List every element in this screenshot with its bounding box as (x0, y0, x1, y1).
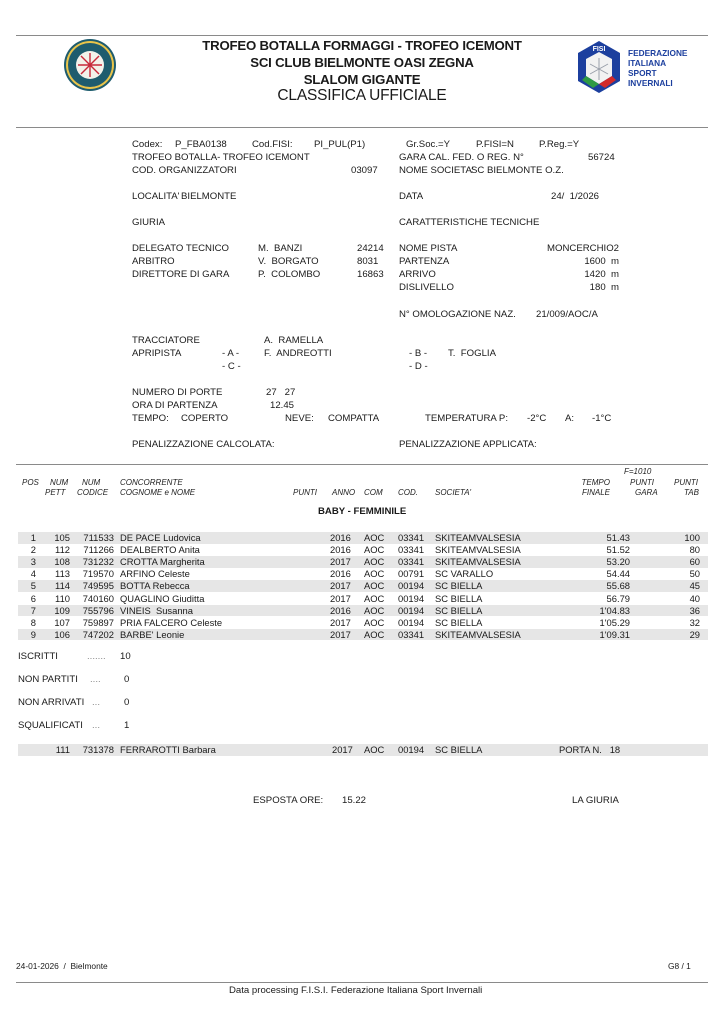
cell-tempo: 55.68 (606, 580, 630, 592)
cell-cod: 03341 (398, 628, 425, 640)
cell-punti-tab: 80 (689, 544, 700, 556)
cell-anno: 2017 (330, 556, 351, 568)
pen-appl-label: PENALIZZAZIONE APPLICATA: (399, 439, 537, 450)
footer-page-code: G8 / 1 (668, 961, 691, 971)
cell-com: AOC (364, 568, 385, 580)
cell-societa: SC BIELLA (435, 616, 483, 628)
cell-pett: 112 (55, 544, 70, 556)
cell-cod: 03341 (398, 556, 425, 568)
title-line-4: CLASSIFICA UFFICIALE (277, 87, 447, 104)
header-punti: PUNTI (293, 488, 317, 497)
dsq-societa: SC BIELLA (435, 744, 483, 755)
apripista-a-name: F. ANDREOTTI (264, 348, 332, 359)
dsq-codice: 731378 (82, 744, 114, 755)
cell-anno: 2016 (330, 568, 351, 580)
cell-pett: 108 (54, 556, 70, 568)
race-name: TROFEO BOTALLA- TROFEO ICEMONT (132, 152, 310, 163)
header-anno: ANNO (332, 488, 356, 497)
cell-codice: 731232 (82, 556, 114, 568)
cell-pos: 5 (30, 580, 36, 592)
footer-rule (16, 982, 708, 983)
dsq-nome: FERRAROTTI Barbara (120, 744, 216, 755)
fisi-line-4: INVERNALI (628, 78, 673, 88)
cell-tempo: 54.44 (606, 568, 630, 580)
header-punti-tab-1: PUNTI (674, 478, 698, 487)
cell-codice: 711533 (83, 532, 114, 543)
cell-punti-tab: 36 (689, 604, 700, 616)
table-row (18, 605, 708, 617)
header-com: COM (364, 488, 383, 497)
cell-com: AOC (364, 604, 385, 616)
fisi-line-3: SPORT (628, 68, 657, 78)
sci-club-logo-icon (63, 38, 117, 92)
tech-label-2: PARTENZA (399, 256, 450, 267)
temperatura-a-label: A: (565, 413, 575, 424)
giuria-name-3: P. COLOMBO (258, 269, 321, 280)
cell-nome: BARBE' Leonie (120, 628, 185, 640)
codex-label: Codex: (132, 139, 163, 150)
summary-dots: ....... (87, 651, 106, 662)
esposta-value: 15.22 (342, 795, 367, 806)
ora-label: ORA DI PARTENZA (132, 400, 218, 411)
tech-value-2: 1600 m (584, 256, 619, 267)
cell-pos: 8 (30, 616, 36, 628)
cell-societa: SKITEAMVALSESIA (435, 628, 521, 640)
cell-tempo: 1'04.83 (599, 604, 630, 616)
cell-cod: 03341 (398, 544, 425, 556)
apripista-d: - D - (409, 361, 428, 372)
cell-punti-tab: 100 (684, 532, 700, 543)
cell-pett: 109 (54, 604, 70, 616)
table-row (18, 568, 708, 580)
top-rule (16, 35, 708, 36)
giuria-label: GIURIA (132, 217, 166, 228)
tech-label-1: NOME PISTA (399, 243, 458, 254)
summary-value: 10 (120, 651, 131, 662)
apripista-a: - A - (222, 348, 240, 359)
pfisi: P.FISI=N (476, 139, 514, 150)
cell-codice: 711266 (83, 544, 114, 556)
apripista-b-name: T. FOGLIA (448, 348, 496, 359)
localita-label: LOCALITA' (132, 191, 180, 202)
cell-tempo: 53.20 (606, 556, 630, 568)
title-line-2: SCI CLUB BIELMONTE OASI ZEGNA (250, 55, 474, 70)
cell-societa: SC BIELLA (435, 604, 483, 616)
header-num-2: NUM (82, 478, 101, 487)
header-tempo: TEMPO (581, 478, 610, 487)
table-row (18, 532, 708, 544)
summary-label: SQUALIFICATI (18, 720, 83, 731)
giuria-code-1: 24214 (357, 243, 384, 254)
cell-anno: 2016 (330, 604, 351, 616)
table-row (18, 544, 708, 556)
giuria-role-3: DIRETTORE DI GARA (132, 269, 230, 280)
cell-punti-tab: 29 (689, 628, 700, 640)
giuria-role-1: DELEGATO TECNICO (132, 243, 230, 254)
cell-tempo: 51.52 (606, 544, 630, 556)
cell-pos: 3 (30, 556, 36, 568)
cell-pett: 107 (54, 616, 70, 628)
cell-pett: 113 (55, 568, 70, 580)
table-row (18, 593, 708, 605)
header-gara: GARA (635, 488, 658, 497)
gara-label: GARA CAL. FED. O REG. N° (399, 152, 524, 163)
cell-anno: 2017 (330, 592, 351, 604)
cell-pos: 4 (30, 568, 36, 580)
cell-com: AOC (364, 628, 385, 640)
porte-value: 27 27 (266, 387, 296, 398)
cell-cod: 00194 (398, 616, 425, 628)
header-concorrente: CONCORRENTE (120, 478, 183, 487)
dsq-motivo: PORTA N. 18 (559, 744, 621, 755)
cell-tempo: 1'09.31 (599, 628, 630, 640)
nome-soc-value: SC BIELMONTE O.Z. (471, 165, 564, 176)
cell-com: AOC (364, 556, 385, 568)
header-punti-gara-1: PUNTI (630, 478, 654, 487)
tech-label-4: DISLIVELLO (399, 282, 454, 293)
pen-calc-label: PENALIZZAZIONE CALCOLATA: (132, 439, 275, 450)
temperatura-a: -1°C (592, 413, 612, 424)
category-title: BABY - FEMMINILE (318, 506, 407, 517)
temperatura-p: -2°C (527, 413, 547, 424)
cell-pos: 6 (30, 592, 36, 604)
cell-pos: 9 (30, 628, 36, 640)
omologazione-label: N° OMOLOGAZIONE NAZ. (399, 309, 516, 320)
cell-societa: SC VARALLO (435, 568, 494, 580)
summary-value: 0 (124, 697, 130, 708)
fisi-logo (576, 40, 706, 95)
cell-nome: QUAGLINO Giuditta (120, 592, 205, 604)
cell-cod: 00791 (398, 568, 425, 580)
cell-anno: 2016 (330, 532, 351, 543)
summary-dots: ... (92, 697, 100, 708)
header-cod: COD. (398, 488, 418, 497)
header-pos: POS (22, 478, 39, 487)
cell-punti-tab: 32 (689, 616, 700, 628)
esposta-label: ESPOSTA ORE: (253, 795, 324, 806)
porte-label: NUMERO DI PORTE (132, 387, 223, 398)
cell-com: AOC (364, 544, 385, 556)
cell-pos: 7 (30, 604, 36, 616)
cell-tempo: 1'05.29 (599, 616, 630, 628)
cell-pett: 105 (54, 532, 70, 543)
cell-anno: 2017 (330, 628, 351, 640)
gara-value: 56724 (588, 152, 615, 163)
cell-punti-tab: 50 (689, 568, 700, 580)
cell-pett: 110 (55, 592, 70, 604)
tracciatore-value: A. RAMELLA (264, 335, 324, 346)
cell-pett: 106 (54, 628, 70, 640)
cell-societa: SKITEAMVALSESIA (435, 544, 521, 556)
giuria-code-3: 16863 (357, 269, 384, 280)
cell-societa: SC BIELLA (435, 580, 483, 592)
omologazione-value: 21/009/AOC/A (536, 309, 598, 320)
sci-club-bielmonte-logo (63, 38, 117, 92)
cell-punti-tab: 40 (689, 592, 700, 604)
disqualified-row (18, 744, 708, 756)
neve-value: COMPATTA (328, 413, 380, 424)
cell-nome: PRIA FALCERO Celeste (120, 616, 223, 628)
giuria-code-2: 8031 (357, 256, 379, 267)
header-rule (16, 127, 708, 128)
la-giuria: LA GIURIA (572, 795, 619, 806)
apripista-b: - B - (409, 348, 428, 359)
summary-label: NON PARTITI (18, 674, 78, 685)
apripista-c: - C - (222, 361, 241, 372)
preg: P.Reg.=Y (539, 139, 580, 150)
tech-value-4: 180 m (589, 282, 619, 293)
cell-pett: 114 (55, 580, 70, 592)
caratteristiche-label: CARATTERISTICHE TECNICHE (399, 217, 540, 228)
data-label: DATA (399, 191, 424, 202)
footer-data-processing: Data processing F.I.S.I. Federazione Italiana Sport Invernali (229, 985, 483, 996)
cell-cod: 00194 (398, 592, 425, 604)
table-row (18, 629, 708, 641)
footer-date-place: 24-01-2026 / Bielmonte (16, 961, 108, 971)
cell-codice: 719570 (82, 568, 114, 580)
codfisi-label: Cod.FISI: (252, 139, 293, 150)
table-rule (16, 464, 708, 465)
codfisi-value: PI_PUL(P1) (314, 139, 366, 150)
cell-societa: SKITEAMVALSESIA (435, 532, 521, 543)
cell-societa: SC BIELLA (435, 592, 483, 604)
table-row (18, 556, 708, 568)
cell-anno: 2017 (330, 580, 351, 592)
cell-nome: CROTTA Margherita (120, 556, 205, 568)
cell-tempo: 51.43 (606, 532, 630, 543)
cod-org-label: COD. ORGANIZZATORI (132, 165, 237, 176)
cell-nome: DEALBERTO Anita (120, 544, 200, 556)
title-line-1: TROFEO BOTALLA FORMAGGI - TROFEO ICEMONT (202, 38, 522, 53)
header-f: F=1010 (624, 467, 652, 476)
table-row (18, 617, 708, 629)
localita-value: BIELMONTE (181, 191, 237, 202)
cell-nome: VINEIS Susanna (120, 604, 193, 616)
cell-com: AOC (364, 616, 385, 628)
tracciatore-label: TRACCIATORE (132, 335, 200, 346)
nome-soc-label: NOME SOCIETA' (399, 165, 474, 176)
cell-tempo: 56.79 (606, 592, 630, 604)
cell-cod: 00194 (398, 580, 425, 592)
cell-cod: 00194 (398, 604, 425, 616)
summary-dots: .... (90, 674, 101, 685)
giuria-name-1: M. BANZI (258, 243, 303, 254)
cell-codice: 740160 (82, 592, 114, 604)
cell-pos: 1 (30, 532, 36, 543)
cell-pos: 2 (30, 544, 36, 556)
temperatura-label: TEMPERATURA P: (425, 413, 508, 424)
header-codice: CODICE (77, 488, 109, 497)
summary-label: ISCRITTI (18, 651, 58, 662)
ora-value: 12.45 (270, 400, 295, 411)
fisi-line-1: FEDERAZIONE (628, 48, 688, 58)
header-societa: SOCIETA' (435, 488, 472, 497)
cell-codice: 759897 (82, 616, 114, 628)
cell-codice: 747202 (82, 628, 114, 640)
cell-punti-tab: 60 (689, 556, 700, 568)
codex-value: P_FBA0138 (175, 139, 227, 150)
cell-com: AOC (364, 532, 385, 543)
fisi-emblem-text: FISI (592, 46, 606, 53)
header-num-1: NUM (50, 478, 69, 487)
cell-cod: 03341 (398, 532, 425, 543)
dsq-com: AOC (364, 744, 385, 755)
cell-nome: ARFINO Celeste (120, 568, 190, 580)
cell-punti-tab: 45 (689, 580, 700, 592)
table-row (18, 580, 708, 592)
fisi-emblem-icon (576, 40, 622, 94)
apripista-label: APRIPISTA (132, 348, 182, 359)
grsoc: Gr.Soc.=Y (406, 139, 450, 150)
tempo-value: COPERTO (181, 413, 229, 424)
tempo-label: TEMPO: (132, 413, 169, 424)
data-value: 24/ 1/2026 (551, 191, 600, 202)
dsq-anno: 2017 (332, 744, 353, 755)
cell-codice: 755796 (82, 604, 114, 616)
cod-org-value: 03097 (351, 165, 378, 176)
tech-value-1: MONCERCHIO2 (547, 243, 619, 254)
cell-com: AOC (364, 592, 385, 604)
cell-societa: SKITEAMVALSESIA (435, 556, 521, 568)
header-cognome: COGNOME e NOME (120, 488, 196, 497)
cell-anno: 2017 (330, 616, 351, 628)
neve-label: NEVE: (285, 413, 314, 424)
cell-com: AOC (364, 580, 385, 592)
dsq-pett: 111 (55, 744, 70, 755)
summary-label: NON ARRIVATI (18, 697, 85, 708)
cell-anno: 2016 (330, 544, 351, 556)
summary-value: 1 (124, 720, 130, 731)
tech-value-3: 1420 m (584, 269, 619, 280)
fisi-line-2: ITALIANA (628, 58, 667, 68)
cell-codice: 749595 (82, 580, 114, 592)
summary-dots: ... (92, 720, 100, 731)
cell-nome: DE PACE Ludovica (120, 532, 201, 543)
cell-nome: BOTTA Rebecca (120, 580, 190, 592)
header-finale: FINALE (581, 488, 610, 497)
giuria-name-2: V. BORGATO (258, 256, 319, 267)
dsq-cod: 00194 (398, 744, 425, 755)
header-pett: PETT (45, 488, 66, 497)
summary-value: 0 (124, 674, 130, 685)
header-tab: TAB (684, 488, 699, 497)
title-line-3: SLALOM GIGANTE (303, 72, 421, 87)
tech-label-3: ARRIVO (399, 269, 436, 280)
giuria-role-2: ARBITRO (132, 256, 175, 267)
